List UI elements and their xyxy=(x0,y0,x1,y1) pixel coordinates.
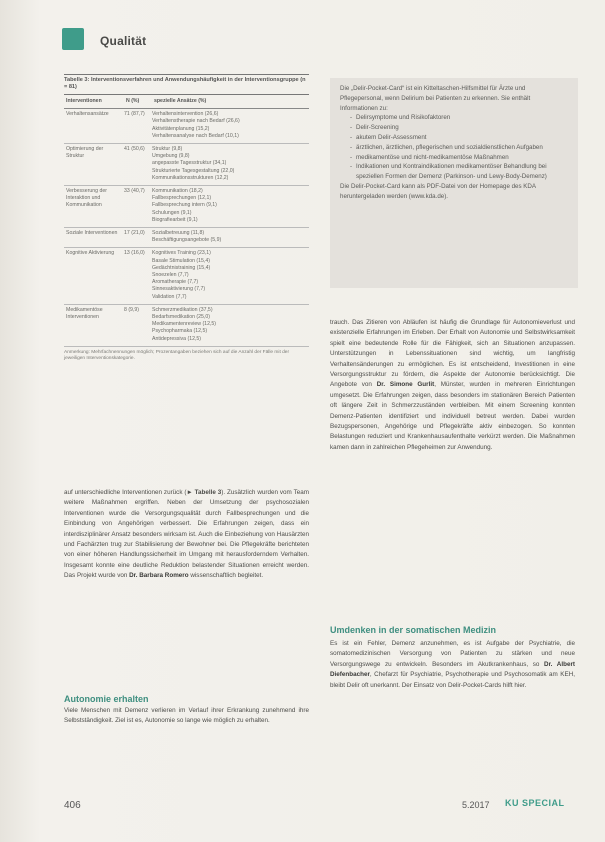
table-header-cell: Interventionen xyxy=(66,98,102,104)
approach-item: Schmerzmedikation (37,5) xyxy=(152,306,213,313)
info-box-item: - ärztlichen, ärztlichen, pflegerischen und sozialdienstlichen Aufgaben xyxy=(350,143,568,153)
approach-item: Bedarfsmedikation (25,0) xyxy=(152,314,210,321)
text-run: ). Zusätzlich wurden vom Team weitere Maßnahmen ergriffen. Neben der Umsetzung der psychosozialen Interventionen wurde die Versorgungsqualität durch Fallbesprechungen und die Einbindung von Angehörigen verbessert. Die Erfahrungen zeigen, dass ein interdisziplinärer Ansatz besonders wirksam ist. Auch die Einbeziehung von Hausärzten und Fachärzten trug zur Stabilisierung der Bewohner bei. Die Pflegekräfte berichteten von einer höheren Handlungssicherheit im Umgang mit herausforderndem Verhalten. Insgesamt konnte eine deutliche Reduktion belastender Situationen erreicht werden. Das Projekt wurde von xyxy=(64,489,309,580)
subheading-somatic-medicine: Umdenken in der somatischen Medizin xyxy=(330,625,497,635)
intervention-approaches xyxy=(152,111,309,140)
table-footnote: Anmerkung: Mehrfachnennungen möglich; Prozentangaben beziehen sich auf die Anzahl der Fälle mit der jeweiligen Interventionskategorie. xyxy=(64,349,290,361)
approach-item: Aromatherapie (7,7) xyxy=(152,279,199,286)
left-paragraph-1 xyxy=(64,488,309,582)
intervention-name: Optimierung der Struktur xyxy=(66,146,104,160)
approach-item: Strukturierte Tagesgestaltung (22,0) xyxy=(152,167,235,174)
intervention-count: 71 (87,7) xyxy=(124,111,145,118)
approach-item: angepasste Tagesstruktur (34,1) xyxy=(152,160,227,167)
table-row xyxy=(64,248,309,304)
approach-item: Umgebung (9,8) xyxy=(152,153,190,160)
approach-item: Biografiearbeit (9,1) xyxy=(152,216,198,223)
table-header xyxy=(64,95,309,109)
approach-item: Verhaltensanalyse nach Bedarf (10,1) xyxy=(152,132,239,139)
info-box-item: - Indikationen und Kontraindikationen medikamentöser Behandlung bei speziellen Formen der Demenz (Parkinson- und Lewy-Body-Demenz) xyxy=(350,162,568,182)
info-box-item: - Delirsymptome und Risikofaktoren xyxy=(350,113,568,123)
table-row xyxy=(64,228,309,248)
table-row xyxy=(64,109,309,144)
intervention-approaches xyxy=(152,307,309,343)
info-box-item: - akutem Delir-Assessment xyxy=(350,133,568,143)
table-row xyxy=(64,186,309,228)
person-name: Dr. Barbara Romero xyxy=(129,572,189,580)
right-paragraph-2 xyxy=(330,639,575,691)
table-header-cell: spezielle Ansätze (%) xyxy=(154,98,207,104)
magazine-brand: KU SPECIAL xyxy=(505,798,565,808)
info-box-list xyxy=(340,113,568,182)
text-run: , Chefarzt für Psychiatrie, Psychotherapie und Psychosomatik am KEH, bleibt Delir oft unerkannt. Der Einsatz von Delir-Pocket-Cards hilft hier. xyxy=(330,671,575,689)
text-run: Es ist ein Fehler, Demenz anzunehmen, es ist Aufgabe der Psychiatrie, die somatomedizinischen Versorgung von Patienten zu stärken und neue Versorgungswege zu entwickeln. Besonders im Akutkrankenhaus, so xyxy=(330,640,575,668)
table-row xyxy=(64,144,309,186)
approach-item: Fallbesprechung intern (9,1) xyxy=(152,202,217,209)
table-header-cell: N (%) xyxy=(126,98,140,104)
text-run: auf unterschiedliche Interventionen zurück ( xyxy=(64,489,187,496)
approach-item: Sinnesaktivierung (7,7) xyxy=(152,286,206,293)
info-box xyxy=(330,78,578,288)
intervention-count: 33 (40,7) xyxy=(124,188,145,195)
table-caption: Tabelle 3: Interventionsverfahren und Anwendungshäufigkeit in der Interventionsgruppe (n = 81) xyxy=(64,74,309,95)
approach-item: Kommunikationsstrukturen (12,2) xyxy=(152,174,229,181)
right-paragraph-1 xyxy=(330,318,575,453)
intervention-name: Verbesserung der Interaktion und Kommunikation xyxy=(66,188,107,209)
text-run: , Münster, wurden in mehreren Einrichtungen umgesetzt. Die Erfahrungen zeigen, dass besonders im stationären Bereich Patienten oft längere Zeit in Schmerzzuständen verbleiben. Mit einem Screening konnten Demenz-Patienten identifiziert und individuell betreut werden. Dabei wurden Bezugspersonen, Angehörige und Pflegekräfte aktiv einbezogen. So konnten Belastungen reduziert und Krankenhausaufenthalte verkürzt werden. Die Maßnahmen kamen dann in zahlreichen Pflegeheimen zur Anwendung. xyxy=(330,381,575,451)
intervention-count: 41 (50,6) xyxy=(124,146,145,153)
intervention-name: Medikamentöse Interventionen xyxy=(66,306,103,321)
intervention-approaches xyxy=(152,146,309,182)
intervention-count: 13 (16,0) xyxy=(124,250,145,257)
table-row xyxy=(64,305,309,347)
info-box-outro: Die Delir-Pocket-Card kann als PDF-Datei von der Homepage des KDA heruntergeladen werden (www.kda.de). xyxy=(340,182,536,200)
table-reference: ► Tabelle 3 xyxy=(186,489,222,496)
approach-item: Validation (7,7) xyxy=(152,293,187,300)
table-body xyxy=(64,109,309,347)
info-box-item: - medikamentöse und nicht-medikamentöse Maßnahmen xyxy=(350,153,568,163)
section-marker-icon xyxy=(62,28,84,50)
intervention-approaches xyxy=(152,188,309,224)
approach-item: Medikamentenreview (12,5) xyxy=(152,321,217,328)
section-title: Qualität xyxy=(100,34,147,48)
intervention-name: Kognitive Aktivierung xyxy=(66,250,115,257)
intervention-count: 8 (9,9) xyxy=(124,306,139,313)
approach-item: Verhaltenstherapie nach Bedarf (26,6) xyxy=(152,118,240,125)
approach-item: Basale Stimulation (15,4) xyxy=(152,257,210,264)
page-number: 406 xyxy=(64,800,81,811)
subheading-autonomy: Autonomie erhalten xyxy=(64,694,149,704)
intervention-name: Verhaltensansätze xyxy=(66,111,109,118)
approach-item: Sozialbetreuung (11,8) xyxy=(152,230,205,237)
approach-item: Fallbesprechungen (12,1) xyxy=(152,195,212,202)
approach-item: Kommunikation (18,2) xyxy=(152,188,203,195)
issue-number: 5.2017 xyxy=(462,800,490,810)
intervention-approaches xyxy=(152,250,309,300)
approach-item: Beschäftigungsangebote (5,9) xyxy=(152,237,222,244)
approach-item: Snoezelen (7,7) xyxy=(152,272,189,279)
interventions-table xyxy=(64,74,309,482)
left-paragraph-2: Viele Menschen mit Demenz verlieren im Verlauf ihrer Erkrankung zunehmend ihre Selbstständigkeit. Ziel ist es, Autonomie so lange wie möglich zu erhalten. xyxy=(64,707,309,725)
approach-item: Gedächtnistraining (15,4) xyxy=(152,264,211,271)
approach-item: Verhaltensintervention (26,6) xyxy=(152,111,219,118)
intervention-approaches xyxy=(152,230,309,244)
approach-item: Aktivitätenplanung (15,2) xyxy=(152,125,210,132)
text-run: wissenschaftlich begleitet. xyxy=(188,572,264,580)
approach-item: Struktur (9,8) xyxy=(152,146,183,153)
approach-item: Kognitives Training (23,1) xyxy=(152,250,211,257)
approach-item: Antidepressiva (12,5) xyxy=(152,335,202,342)
info-box-item: - Delir-Screening xyxy=(350,123,568,133)
approach-item: Psychopharmaka (12,5) xyxy=(152,328,208,335)
person-name: Dr. Simone Gurlit xyxy=(376,381,435,389)
info-box-intro: Die „Delir-Pocket-Card“ ist ein Kitteltaschen-Hilfsmittel für Ärzte und Pflegepersonal, wenn Delirium bei Patienten zu erkennen. Sie enthält Informationen zu: xyxy=(340,85,531,112)
approach-item: Schulungen (9,1) xyxy=(152,209,192,216)
person-name: Dr. Albert Diefenbacher xyxy=(330,660,575,679)
intervention-name: Soziale Interventionen xyxy=(66,230,118,237)
text-run: trauch. Das Zitieren von Abläufen ist häufig die Grundlage für Autonomieverlust und existenzielle Erfahrungen im Erleben. Der Erhalt von Autonomie und Selbstwirksamkeit spielt eine bedeutende Rolle für die Fähigkeit, sich an Situationen anzupassen. Unterstützungen in Lebenssituationen sind wichtig, um langfristig Verhaltensänderungen zu ermöglichen. Es ist entscheidend, Investitionen in eine Versorgungsstruktur zu fördern, die Aspekte der Autonomie berücksichtigt. Die Angebote von xyxy=(330,319,575,389)
intervention-count: 17 (21,0) xyxy=(124,230,145,237)
